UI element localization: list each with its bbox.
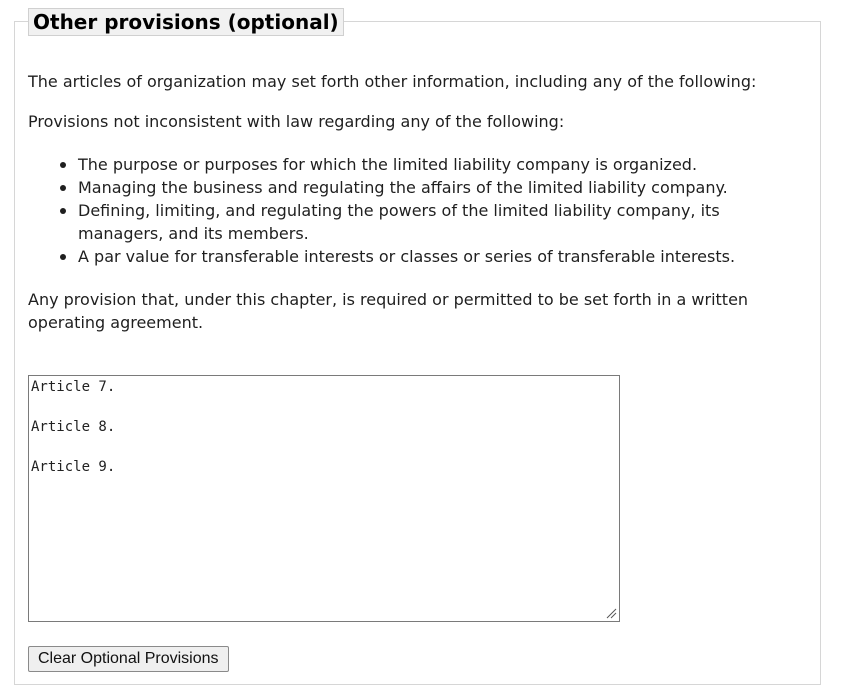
list-item — [58, 245, 735, 268]
textarea-line: Article 7. — [31, 379, 116, 395]
section-legend: Other provisions (optional) — [28, 8, 344, 36]
bullet-icon — [60, 185, 66, 191]
textarea-line — [31, 397, 617, 417]
closing-text: Any provision that, under this chapter, is required or permitted to be set forth in a written operating agreement. — [28, 290, 749, 332]
lead-text: Provisions not inconsistent with law regarding any of the following: — [28, 112, 565, 131]
intro-text: The articles of organization may set forth other information, including any of the following: — [28, 72, 757, 91]
textarea-line: Article 8. — [31, 419, 116, 435]
list-item — [58, 153, 735, 176]
bullet-icon — [60, 208, 66, 214]
textarea-line — [31, 437, 617, 457]
list-item-text: A par value for transferable interests or classes or series of transferable interests. — [78, 247, 736, 266]
list-item — [58, 199, 735, 245]
clear-optional-provisions-button[interactable]: Clear Optional Provisions — [28, 646, 229, 672]
bullet-icon — [60, 254, 66, 260]
list-item — [58, 176, 735, 199]
list-item-text-continued: managers, and its members. — [78, 224, 309, 243]
list-item-text: Managing the business and regulating the affairs of the limited liability company. — [78, 178, 728, 197]
provisions-list — [58, 153, 735, 268]
textarea-line: Article 9. — [31, 459, 116, 475]
list-item-text: The purpose or purposes for which the limited liability company is organized. — [78, 155, 698, 174]
resize-grip-icon[interactable] — [605, 607, 617, 619]
provisions-textarea[interactable] — [28, 375, 620, 622]
list-item-text: Defining, limiting, and regulating the powers of the limited liability company, its — [78, 201, 720, 220]
bullet-icon — [60, 162, 66, 168]
